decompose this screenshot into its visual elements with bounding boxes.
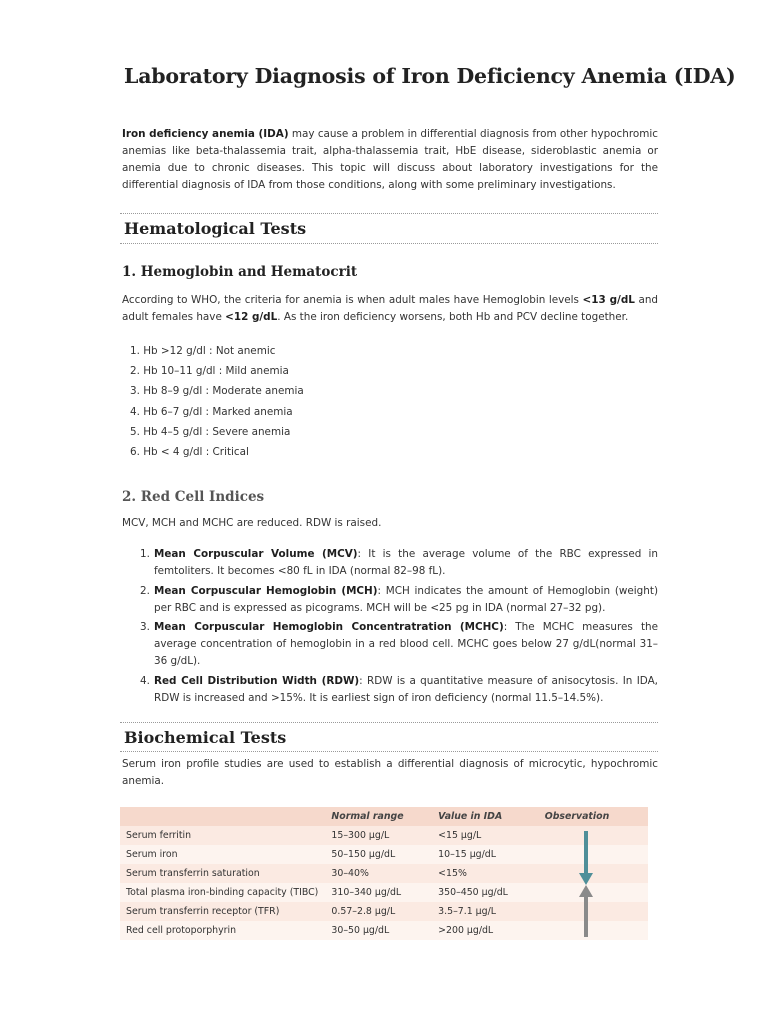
item-number: 3. [140,621,150,633]
item-text: : The MCHC measures the average concentration of hemoglobin in a red blood cell. MCHC goes below 27 g/dL(normal 31–36 g/dL). [154,621,658,667]
header-cell: Observation [539,807,648,826]
hb-grade-list [130,341,304,462]
intro-paragraph [122,126,658,194]
item-number: 4. [140,674,150,687]
header-cell: Normal range [325,807,432,826]
indices-paragraph: MCV, MCH and MCHC are reduced. RDW is raised. [122,517,382,529]
hb-text-1: According to WHO, the criteria for anemia is when adult males have Hemoglobin levels [122,294,583,306]
intro-text: may cause a problem in differential diagnosis from other hypochromic anemias like beta-thalassemia trait, alpha-thalassemia trait, HbE disease, sideroblastic anemia or anemia due to chronic diseases. This topic will discuss about laboratory investigations for the differential diagnosis of IDA from those conditions, along with some preliminary investigations. [122,128,658,191]
item-number: 2. [140,584,150,597]
hb-paragraph [122,292,658,326]
list-item [140,583,658,617]
list-item: 5. Hb 4–5 g/dl : Severe anemia [130,425,291,438]
table-cell: Serum iron [120,845,325,864]
table-cell: >200 µg/dL [432,921,539,940]
hb-male-threshold: <13 g/dL [582,294,635,306]
table-header-row [120,807,648,826]
observation-arrows [566,829,606,941]
page-title: Laboratory Diagnosis of Iron Deficiency Anemia (IDA) [124,64,736,88]
table-cell: 50–150 µg/dL [325,845,432,864]
table-cell: 15–300 µg/L [325,826,432,845]
item-term: Mean Corpuscular Hemoglobin (MCH) [154,584,378,597]
list-item: 2. Hb 10–11 g/dl : Mild anemia [130,365,289,378]
table-cell: 350–450 µg/dL [432,883,539,902]
section-divider [120,213,658,214]
table-cell: 0.57–2.8 µg/L [325,902,432,921]
arrow-up-icon [579,885,593,937]
list-item: 4. Hb 6–7 g/dl : Marked anemia [130,405,293,418]
indices-list [140,546,658,709]
table-cell: 30–40% [325,864,432,883]
section-divider [120,751,658,752]
biochemical-paragraph: Serum iron profile studies are used to establish a differential diagnosis of microcytic, hypochromic anemia. [122,758,658,787]
hb-female-threshold: <12 g/dL [225,311,278,323]
list-item: 3. Hb 8–9 g/dl : Moderate anemia [130,385,304,398]
hb-text-2: and adult females have [122,294,659,323]
item-term: Red Cell Distribution Width (RDW) [154,674,360,687]
table-cell: Serum transferrin saturation [120,864,325,883]
table-cell: Serum ferritin [120,826,325,845]
hb-heading: 1. Hemoglobin and Hematocrit [122,264,358,280]
item-number: 1. [140,548,150,560]
section-divider [120,243,658,244]
table-cell: Serum transferrin receptor (TFR) [120,902,325,921]
section-divider [120,722,658,723]
document-page [116,0,736,1024]
hematological-heading: Hematological Tests [124,219,307,238]
intro-bold-lead: Iron deficiency anemia (IDA) [122,128,289,140]
table-cell: 10–15 µg/dL [432,845,539,864]
list-item [140,673,658,707]
list-item [140,619,658,670]
table-cell: 30–50 µg/dL [325,921,432,940]
table-cell: Red cell protoporphyrin [120,921,325,940]
list-item [140,546,658,580]
table-cell: 3.5–7.1 µg/L [432,902,539,921]
table-cell: <15% [432,864,539,883]
item-term: Mean Corpuscular Hemoglobin Concentratration (MCHC) [154,621,504,633]
list-item: 6. Hb < 4 g/dl : Critical [130,446,249,459]
item-text: : MCH indicates the amount of Hemoglobin (weight) per RBC and is expressed as picograms. MCH will be <25 pg in IDA (normal 27–32 pg). [154,584,658,614]
biochemical-heading: Biochemical Tests [124,728,287,747]
header-cell [120,807,325,826]
indices-heading: 2. Red Cell Indices [122,489,265,505]
item-term: Mean Corpuscular Volume (MCV) [154,548,358,560]
table-cell: 310–340 µg/dL [325,883,432,902]
list-item: 1. Hb >12 g/dl : Not anemic [130,345,276,357]
table-cell: Total plasma iron-binding capacity (TIBC) [120,883,325,902]
item-text: : It is the average volume of the RBC expressed in femtoliters. It becomes <80 fL in IDA (normal 82–98 fL). [154,548,659,577]
hb-text-3: . As the iron deficiency worsens, both Hb and PCV decline together. [277,311,629,323]
item-text: : RDW is a quantitative measure of anisocytosis. In IDA, RDW is increased and >15%. It is earliest sign of iron deficiency (normal 11.5–14.5%). [154,674,658,704]
table-cell: <15 µg/L [432,826,539,845]
header-cell: Value in IDA [432,807,539,826]
arrow-down-icon [579,831,593,885]
